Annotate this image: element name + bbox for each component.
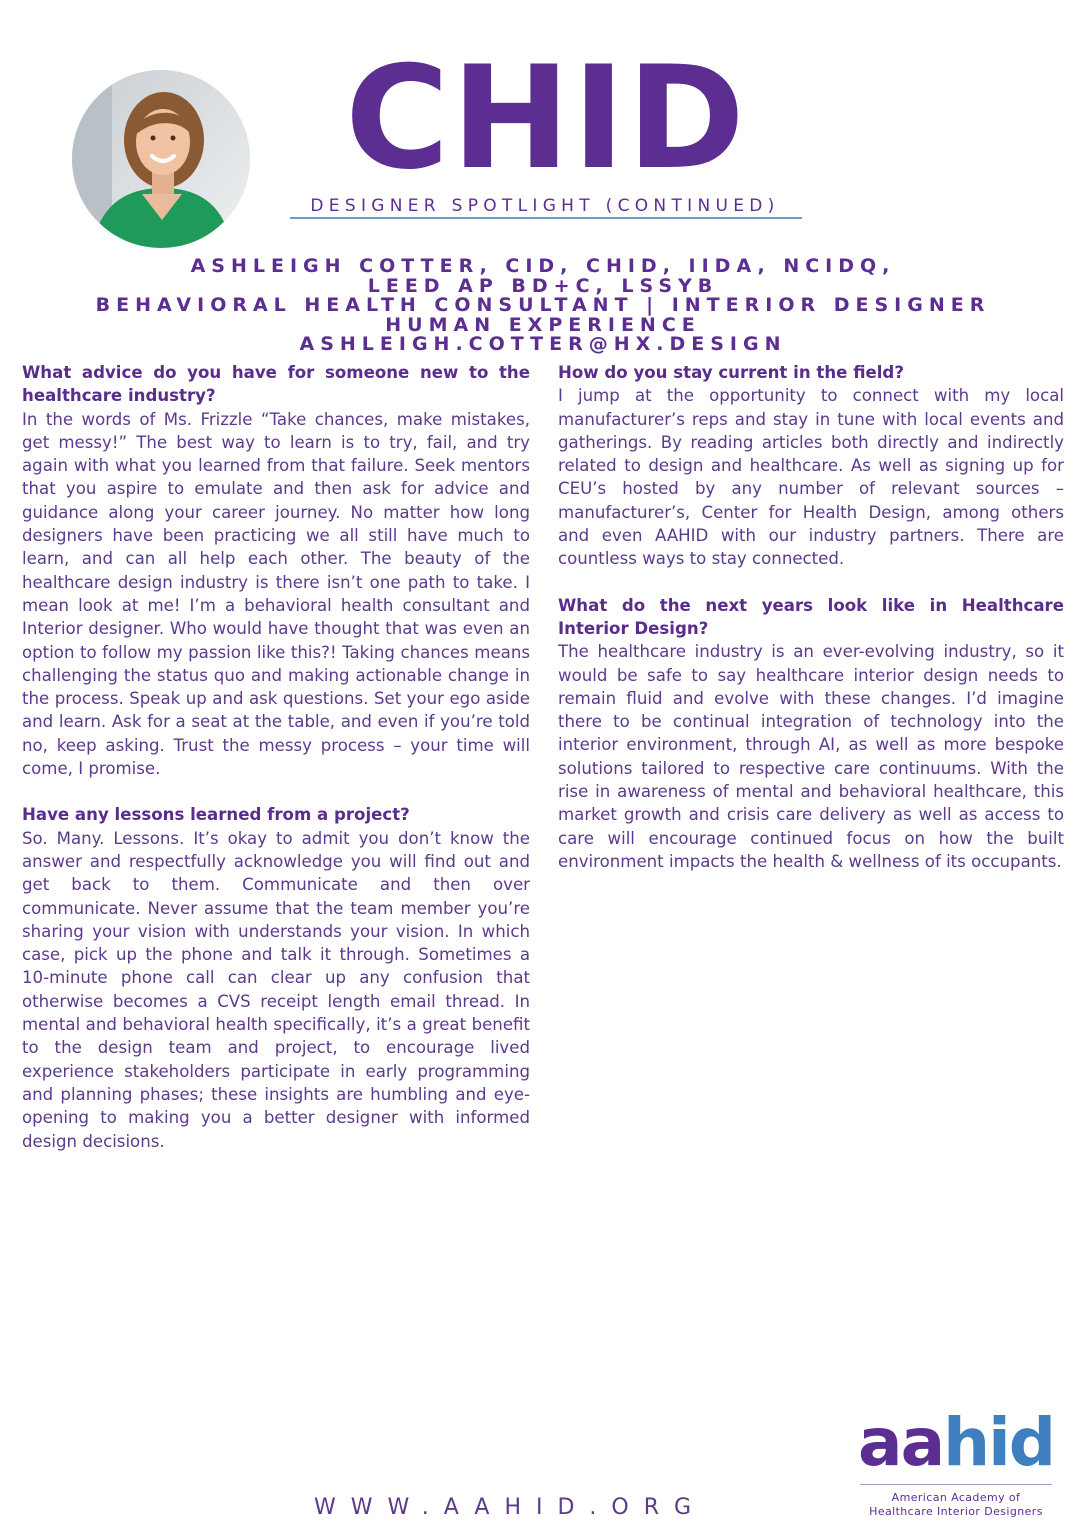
aahid-wordmark — [856, 1404, 1056, 1481]
spacer — [558, 571, 1064, 594]
profile-company: HUMAN EXPERIENCE — [385, 313, 701, 336]
profile-details — [0, 257, 1086, 355]
chid-title: CHID — [345, 36, 747, 201]
answer-stay-current: I jump at the opportunity to connect with my local manufacturer’s reps and stay in tune with local events and gatherings. By reading articles both directly and indirectly related to design and healthcare. As well as signing up for CEU’s hosted by any number of relevant sources – manufacturer’s, Center for Health Design, among others and even AAHID with our industry partners. There are countless ways to stay connected. — [558, 386, 1064, 569]
logo-divider — [860, 1484, 1052, 1485]
profile-name-line1: ASHLEIGH COTTER, CID, CHID, IIDA, NCIDQ, — [190, 255, 896, 277]
question-next-years: What do the next years look like in Healthcare Interior Design? — [558, 595, 1064, 638]
logo-tagline-1: American Academy of — [891, 1491, 1021, 1504]
question-lessons: Have any lessons learned from a project? — [22, 805, 410, 825]
logo-aa: aa — [858, 1404, 944, 1481]
spacer — [22, 780, 530, 803]
answer-lessons: So. Many. Lessons. It’s okay to admit you don’t know the answer and respectfully acknowledge you will find out and get back to them. Communicate and then over communicate. Never assume that the team member you’re sharing your vision with understands your vision. In which case, pick up the phone and talk it through. Sometimes a 10-minute phone call can clear up any confusion that otherwise becomes a CVS receipt length email thread. In mental and behavioral health specifically, it’s a great benefit to the design team and project, to encourage lived experience stakeholders participate in early programming and planning phases; these insights are humbling and eye-opening to making you a better designer with informed design decisions. — [22, 828, 530, 1151]
right-column — [558, 361, 1064, 873]
answer-advice: In the words of Ms. Frizzle “Take chances, make mistakes, get messy!” The best way to learn is to try, fail, and try again with what you learned from that failure. Seek mentors that you aspire to emulate and then ask for advice and guidance along your career journey. No matter how long designers have been practicing we all still have much to learn, and can all help each other. The beauty of the healthcare design industry is there isn’t one path to take. I mean look at me! I’m a behavioral health consultant and Interior designer. Who would have thought that was even an option to follow my passion like this?! Taking chances means challenging the status quo and making actionable change in the process. Speak up and ask questions. Set your ego aside and learn. Ask for a seat at the table, and even if you’re told no, keep asking. Trust the messy process – your time will come, I promise. — [22, 409, 530, 779]
question-advice: What advice do you have for someone new to the healthcare industry? — [22, 363, 530, 406]
profile-job-title: BEHAVIORAL HEALTH CONSULTANT | INTERIOR DESIGNER — [95, 294, 991, 316]
question-stay-current: How do you stay current in the field? — [558, 363, 904, 382]
subtitle-underline — [290, 217, 802, 219]
aahid-logo — [856, 1404, 1056, 1519]
left-column — [22, 361, 530, 1153]
section-subtitle: DESIGNER SPOTLIGHT (CONTINUED) — [310, 196, 780, 216]
website-link[interactable]: WWW.AAHID.ORG — [314, 1495, 707, 1520]
profile-photo — [72, 70, 250, 248]
logo-tagline-2: Healthcare Interior Designers — [869, 1505, 1043, 1518]
portrait-illustration — [72, 70, 250, 248]
logo-hid: hid — [943, 1404, 1054, 1481]
answer-next-years: The healthcare industry is an ever-evolving industry, so it would be safe to say healthcare interior design needs to remain fluid and evolve with these changes. I’d imagine there to be continual integration of technology into the interior environment, through AI, as well as more bespoke solutions tailored to respective care continuums. With the rise in awareness of mental and behavioral healthcare, this market growth and crisis care delivery as well as access to care will encourage continued focus on how the built environment impacts the health & wellness of its occupants. — [558, 642, 1064, 871]
profile-email[interactable]: ASHLEIGH.COTTER@HX.DESIGN — [299, 333, 787, 355]
profile-name-line2: LEED AP BD+C, LSSYB — [367, 274, 719, 297]
